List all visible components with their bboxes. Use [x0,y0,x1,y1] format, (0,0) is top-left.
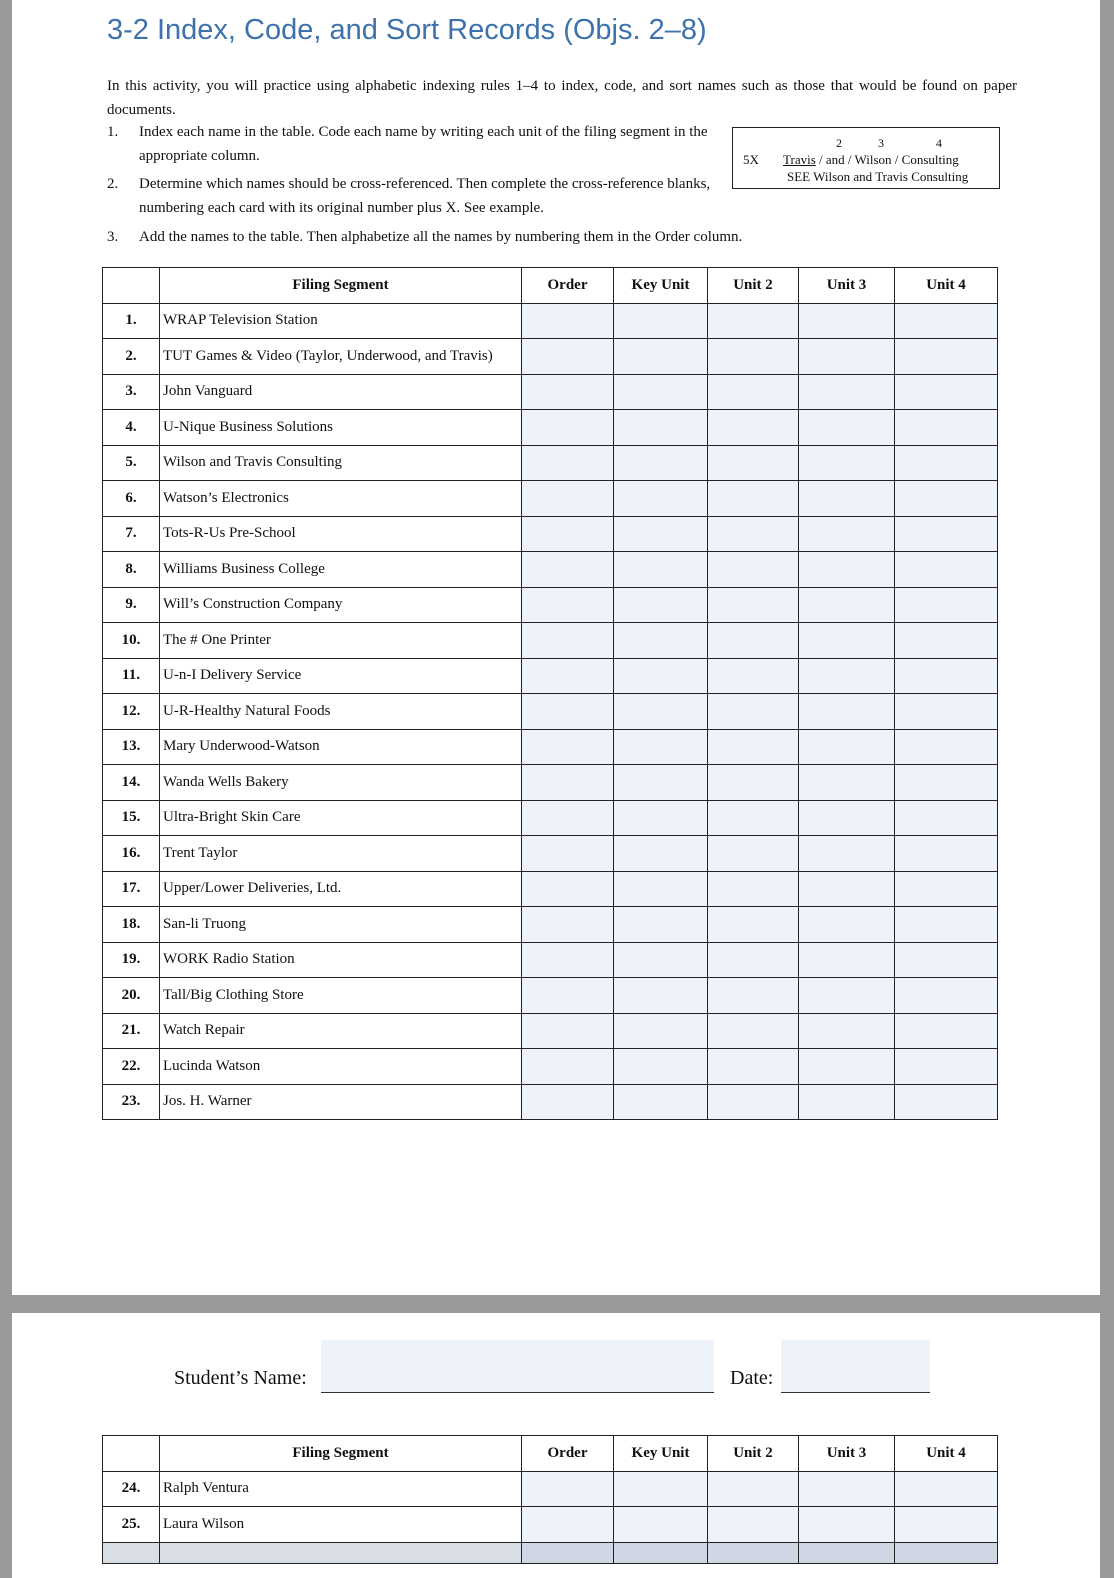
header-unit-2: Unit 2 [708,268,799,304]
header-order: Order [522,268,614,304]
key-unit-field[interactable] [614,729,708,765]
unit-4-field[interactable] [895,587,998,623]
header-order: Order [522,1436,614,1472]
order-field[interactable] [522,587,614,623]
table-row [103,1507,998,1543]
unit-4-field[interactable] [895,1471,998,1507]
key-unit-field[interactable] [614,1471,708,1507]
row-number: 7. [103,516,160,552]
order-field[interactable] [522,552,614,588]
example-coded-name [783,152,959,168]
filing-segment-name: Trent Taylor [160,836,522,872]
cross-reference-example [732,127,1000,189]
unit-3-field[interactable] [799,942,895,978]
header-key-unit: Key Unit [614,1436,708,1472]
date-field[interactable] [781,1340,930,1393]
step-text: Index each name in the table. Code each name by writing each unit of the filing segment in the appropriate column. [139,124,708,164]
table-row [103,1049,998,1085]
unit-4-field[interactable] [895,1013,998,1049]
unit-4-field[interactable] [895,516,998,552]
step-number: 1. [107,124,119,140]
unit-3-field[interactable] [799,339,895,375]
order-field[interactable] [522,339,614,375]
key-unit-field[interactable] [614,1507,708,1543]
unit-3-field[interactable] [799,1507,895,1543]
filing-segment-name: U-Nique Business Solutions [160,410,522,446]
unit-2-field[interactable] [708,907,799,943]
filing-segment-name: Tots-R-Us Pre-School [160,516,522,552]
filing-segment-name: Wanda Wells Bakery [160,765,522,801]
unit-2-field[interactable] [708,410,799,446]
unit-3-field[interactable] [799,516,895,552]
row-number: 9. [103,587,160,623]
page-title: 3-2 Index, Code, and Sort Records (Objs. 2–8) [107,14,707,46]
row-number [103,1542,160,1563]
row-number: 21. [103,1013,160,1049]
unit-3-field[interactable] [799,978,895,1014]
filing-segment-name: Mary Underwood-Watson [160,729,522,765]
row-number: 16. [103,836,160,872]
filing-segment-name: Laura Wilson [160,1507,522,1543]
filing-segment-name: The # One Printer [160,623,522,659]
order-field[interactable] [522,729,614,765]
unit-4-field[interactable] [895,481,998,517]
filing-segment-name: Tall/Big Clothing Store [160,978,522,1014]
step-number: 3. [107,229,119,245]
header-filing-segment: Filing Segment [160,1436,522,1472]
unit-number-3: 3 [878,136,884,150]
filing-segment-name: TUT Games & Video (Taylor, Underwood, and Travis) [160,339,522,375]
row-number: 5. [103,445,160,481]
unit-2-field[interactable] [708,1084,799,1120]
unit-2-field[interactable] [708,303,799,339]
key-unit-field[interactable] [614,836,708,872]
filing-segment-name: Will’s Construction Company [160,587,522,623]
filing-segment-name: Williams Business College [160,552,522,588]
unit-3-field[interactable] [799,1542,895,1563]
table-row [103,481,998,517]
unit-2-field[interactable] [708,516,799,552]
unit-4-field[interactable] [895,978,998,1014]
unit-3-field[interactable] [799,729,895,765]
unit-2-field[interactable] [708,374,799,410]
worksheet-page-1 [12,0,1100,1295]
unit-4-field[interactable] [895,552,998,588]
student-name-field[interactable] [321,1340,714,1393]
unit-3-field[interactable] [799,800,895,836]
row-number: 10. [103,623,160,659]
table-row [103,516,998,552]
worksheet-page-2 [12,1313,1100,1578]
row-number: 25. [103,1507,160,1543]
filing-segment-name: Ralph Ventura [160,1471,522,1507]
row-number: 12. [103,694,160,730]
row-number: 13. [103,729,160,765]
header-unit-4: Unit 4 [895,268,998,304]
table-row [103,836,998,872]
unit-2-field[interactable] [708,729,799,765]
unit-3-field[interactable] [799,694,895,730]
unit-3-field[interactable] [799,481,895,517]
row-number: 11. [103,658,160,694]
unit-3-field[interactable] [799,836,895,872]
student-name-label: Student’s Name: [174,1367,307,1389]
order-field[interactable] [522,481,614,517]
table-row [103,445,998,481]
unit-4-field[interactable] [895,836,998,872]
order-field[interactable] [522,1507,614,1543]
order-field[interactable] [522,1013,614,1049]
key-unit-field[interactable] [614,587,708,623]
order-field[interactable] [522,516,614,552]
header-number [103,268,160,304]
order-field[interactable] [522,303,614,339]
row-number: 2. [103,339,160,375]
key-unit-field[interactable] [614,1049,708,1085]
filing-segment-name [160,1542,522,1563]
header-unit-4: Unit 4 [895,1436,998,1472]
row-number: 1. [103,303,160,339]
table-row [103,339,998,375]
order-field[interactable] [522,445,614,481]
unit-2-field[interactable] [708,836,799,872]
unit-4-field[interactable] [895,871,998,907]
key-unit-field[interactable] [614,800,708,836]
key-unit-field[interactable] [614,445,708,481]
order-field[interactable] [522,907,614,943]
header-unit-3: Unit 3 [799,1436,895,1472]
unit-3-field[interactable] [799,1049,895,1085]
key-unit-field[interactable] [614,694,708,730]
order-field[interactable] [522,800,614,836]
key-unit-field[interactable] [614,871,708,907]
filing-segment-name: WRAP Television Station [160,303,522,339]
unit-4-field[interactable] [895,800,998,836]
row-number: 23. [103,1084,160,1120]
unit-4-field[interactable] [895,942,998,978]
filing-segment-name: Wilson and Travis Consulting [160,445,522,481]
unit-4-field[interactable] [895,339,998,375]
table-row [103,871,998,907]
table-row [103,729,998,765]
unit-2-field[interactable] [708,623,799,659]
table-row [103,1471,998,1507]
unit-4-field[interactable] [895,694,998,730]
unit-2-field[interactable] [708,800,799,836]
filing-segment-name: Upper/Lower Deliveries, Ltd. [160,871,522,907]
row-number: 24. [103,1471,160,1507]
key-unit-field[interactable] [614,765,708,801]
unit-4-field[interactable] [895,374,998,410]
key-unit-field[interactable] [614,374,708,410]
row-number: 4. [103,410,160,446]
example-other-units: / and / Wilson / Consulting [815,152,959,167]
unit-3-field[interactable] [799,552,895,588]
row-number: 3. [103,374,160,410]
key-unit-field[interactable] [614,516,708,552]
table-row [103,410,998,446]
table-header-row [103,268,998,304]
unit-3-field[interactable] [799,445,895,481]
row-number: 17. [103,871,160,907]
unit-4-field[interactable] [895,907,998,943]
unit-4-field[interactable] [895,765,998,801]
row-number: 15. [103,800,160,836]
key-unit-field[interactable] [614,658,708,694]
unit-3-field[interactable] [799,1471,895,1507]
filing-segment-name: U-n-I Delivery Service [160,658,522,694]
unit-2-field[interactable] [708,1013,799,1049]
table-row [103,1013,998,1049]
order-field[interactable] [522,1084,614,1120]
intro-paragraph: In this activity, you will practice using alphabetic indexing rules 1–4 to index, code, and sort names such as those that would be found on paper documents. [107,78,1017,118]
unit-2-field[interactable] [708,587,799,623]
indexing-table [102,267,998,1120]
key-unit-field[interactable] [614,552,708,588]
table-row [103,552,998,588]
unit-3-field[interactable] [799,871,895,907]
header-unit-2: Unit 2 [708,1436,799,1472]
table-row [103,587,998,623]
table-row [103,1542,998,1563]
order-field[interactable] [522,765,614,801]
order-field[interactable] [522,623,614,659]
key-unit-field[interactable] [614,942,708,978]
filing-segment-name: Watch Repair [160,1013,522,1049]
unit-2-field[interactable] [708,658,799,694]
table-row [103,374,998,410]
filing-segment-name: Ultra-Bright Skin Care [160,800,522,836]
unit-3-field[interactable] [799,1013,895,1049]
order-field[interactable] [522,836,614,872]
unit-4-field[interactable] [895,445,998,481]
filing-segment-name: U-R-Healthy Natural Foods [160,694,522,730]
table-row [103,978,998,1014]
order-field[interactable] [522,1542,614,1563]
header-filing-segment: Filing Segment [160,268,522,304]
unit-2-field[interactable] [708,445,799,481]
unit-3-field[interactable] [799,765,895,801]
filing-segment-name: WORK Radio Station [160,942,522,978]
unit-2-field[interactable] [708,1542,799,1563]
unit-4-field[interactable] [895,658,998,694]
row-number: 6. [103,481,160,517]
order-field[interactable] [522,978,614,1014]
key-unit-field[interactable] [614,623,708,659]
unit-2-field[interactable] [708,978,799,1014]
row-number: 14. [103,765,160,801]
key-unit-field[interactable] [614,303,708,339]
example-see-reference: SEE Wilson and Travis Consulting [787,169,969,184]
filing-segment-name: Jos. H. Warner [160,1084,522,1120]
key-unit-field[interactable] [614,481,708,517]
row-number: 22. [103,1049,160,1085]
table-row [103,942,998,978]
header-unit-3: Unit 3 [799,268,895,304]
order-field[interactable] [522,374,614,410]
date-label: Date: [730,1367,774,1389]
order-field[interactable] [522,871,614,907]
unit-2-field[interactable] [708,942,799,978]
key-unit-field[interactable] [614,978,708,1014]
filing-segment-name: Watson’s Electronics [160,481,522,517]
header-number [103,1436,160,1472]
unit-4-field[interactable] [895,1507,998,1543]
order-field[interactable] [522,658,614,694]
unit-3-field[interactable] [799,303,895,339]
unit-2-field[interactable] [708,871,799,907]
unit-4-field[interactable] [895,410,998,446]
filing-segment-name: Lucinda Watson [160,1049,522,1085]
unit-4-field[interactable] [895,729,998,765]
key-unit-field[interactable] [614,907,708,943]
unit-3-field[interactable] [799,1084,895,1120]
unit-4-field[interactable] [895,1542,998,1563]
key-unit-field[interactable] [614,1084,708,1120]
unit-2-field[interactable] [708,1049,799,1085]
table-row [103,623,998,659]
indexing-table-continued [102,1435,998,1564]
row-number: 19. [103,942,160,978]
key-unit-field[interactable] [614,1542,708,1563]
unit-2-field[interactable] [708,552,799,588]
step-text: Determine which names should be cross-referenced. Then complete the cross-reference blanks, numbering each card with its original number plus X. See example. [139,176,711,216]
unit-2-field[interactable] [708,339,799,375]
unit-number-2: 2 [836,136,842,150]
key-unit-field[interactable] [614,410,708,446]
unit-3-field[interactable] [799,907,895,943]
unit-number-4: 4 [936,136,942,150]
example-key-unit: Travis [783,152,816,167]
table-row [103,800,998,836]
row-number: 8. [103,552,160,588]
unit-3-field[interactable] [799,410,895,446]
unit-3-field[interactable] [799,374,895,410]
unit-2-field[interactable] [708,481,799,517]
table-row [103,694,998,730]
unit-3-field[interactable] [799,623,895,659]
row-number: 20. [103,978,160,1014]
order-field[interactable] [522,694,614,730]
step-text: Add the names to the table. Then alphabetize all the names by numbering them in the Order column. [139,229,743,245]
unit-2-field[interactable] [708,1507,799,1543]
unit-4-field[interactable] [895,623,998,659]
table-row [103,658,998,694]
unit-2-field[interactable] [708,1471,799,1507]
step-number: 2. [107,176,119,192]
unit-3-field[interactable] [799,658,895,694]
filing-segment-name: San-li Truong [160,907,522,943]
order-field[interactable] [522,1471,614,1507]
table-header-row [103,1436,998,1472]
header-key-unit: Key Unit [614,268,708,304]
unit-4-field[interactable] [895,303,998,339]
example-card-number: 5X [743,152,759,167]
table-row [103,303,998,339]
table-row [103,907,998,943]
unit-2-field[interactable] [708,765,799,801]
table-row [103,765,998,801]
key-unit-field[interactable] [614,339,708,375]
table-row [103,1084,998,1120]
unit-4-field[interactable] [895,1084,998,1120]
key-unit-field[interactable] [614,1013,708,1049]
filing-segment-name: John Vanguard [160,374,522,410]
order-field[interactable] [522,942,614,978]
unit-3-field[interactable] [799,587,895,623]
unit-4-field[interactable] [895,1049,998,1085]
order-field[interactable] [522,410,614,446]
order-field[interactable] [522,1049,614,1085]
unit-2-field[interactable] [708,694,799,730]
row-number: 18. [103,907,160,943]
